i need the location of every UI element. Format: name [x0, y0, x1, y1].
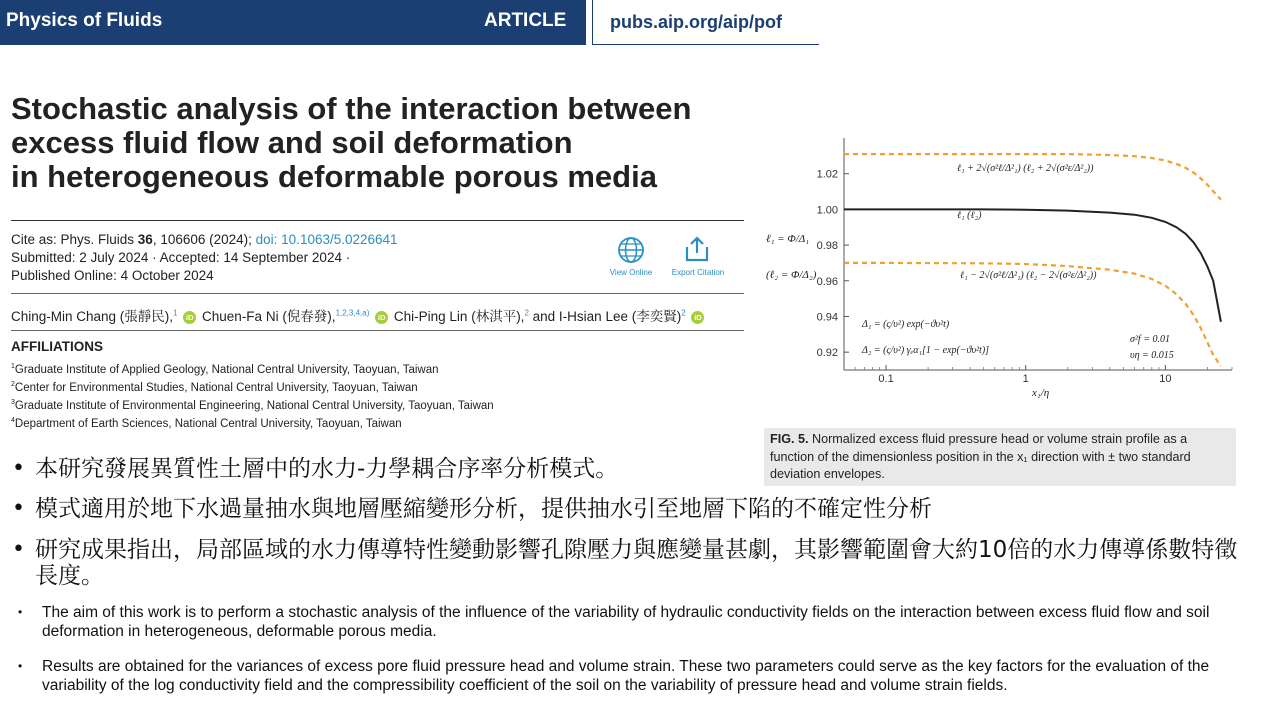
- citation-divider: [11, 293, 744, 294]
- affiliation-text: Center for Environmental Studies, National Central University, Taoyuan, Taiwan: [14, 381, 418, 394]
- bullet-dot: •: [12, 456, 25, 481]
- y-tick-label: 1.00: [816, 204, 838, 217]
- author-divider: [11, 330, 744, 331]
- y-tick-label: 0.92: [816, 347, 838, 360]
- title-divider: [11, 220, 744, 221]
- author-list: [11, 305, 706, 325]
- export-icon[interactable]: [684, 235, 710, 263]
- cite-rest: , 106606 (2024);: [152, 232, 256, 247]
- cite-prefix: Cite as: Phys. Fluids: [11, 232, 138, 247]
- author-affil-sup: 1: [173, 308, 178, 318]
- affiliation-text: Department of Earth Sciences, National Central University, Taoyuan, Taiwan: [14, 417, 402, 430]
- orcid-icon[interactable]: iD: [375, 311, 388, 324]
- y-tick-label: 0.98: [816, 240, 838, 253]
- cite-volume: 36: [137, 232, 153, 247]
- upper-envelope-label: ℓ₁ + 2√(σ²ℓ/Δ²₁) (ℓ₂ + 2√(σ²ε/Δ²₂)): [957, 163, 1094, 174]
- journal-name: Physics of Fluids: [6, 10, 163, 31]
- author-name[interactable]: Chi-Ping Lin (林淇平),: [393, 309, 525, 324]
- affiliation-number: 4: [11, 417, 15, 424]
- caption-label: FIG. 5.: [770, 432, 809, 446]
- orcid-icon[interactable]: iD: [691, 311, 704, 324]
- citation-line: [11, 231, 398, 249]
- y-axis-label-2: (ℓ₂ = Φ/Δ₂): [766, 269, 817, 281]
- author-name[interactable]: Chuen-Fa Ni (倪春發),: [202, 309, 336, 324]
- bullet-dot: •: [18, 659, 23, 673]
- figure-caption: [764, 428, 1236, 486]
- y-tick-label: 0.96: [816, 275, 838, 288]
- en-bullet-item: [18, 603, 1258, 643]
- published-line: Published Online: 4 October 2024: [11, 268, 214, 283]
- mean-curve: [844, 209, 1221, 321]
- submitted-line: Submitted: 2 July 2024 · Accepted: 14 September 2024 ·: [11, 250, 351, 265]
- affiliation-text: Graduate Institute of Applied Geology, National Central University, Taoyuan, Taiwan: [14, 363, 439, 376]
- upper-envelope-curve: [844, 154, 1221, 200]
- zh-bullet-item: [12, 496, 1262, 524]
- param-upsilon-eta: υη = 0.015: [1130, 350, 1174, 361]
- affiliations-heading: AFFILIATIONS: [11, 339, 103, 354]
- x-tick-label: 1: [1022, 373, 1029, 385]
- zh-bullet-text: 研究成果指出，局部區域的水力傳導特性變動影響孔隙壓力與應變量甚劇，其影響範圍會大約10倍的水力傳導係數特徵長度。: [35, 537, 1238, 589]
- bullet-dot: •: [12, 496, 25, 521]
- export-citation-link[interactable]: Export Citation: [671, 268, 725, 277]
- mean-curve-label: ℓ₁ (ℓ₂): [957, 210, 982, 221]
- author-affil-sup: 1,2,3,4,a): [335, 308, 370, 318]
- lower-envelope-label: ℓ₁ − 2√(σ²ℓ/Δ²₁) (ℓ₂ − 2√(σ²ε/Δ²₂)): [960, 270, 1097, 281]
- affiliation-item: [11, 417, 402, 430]
- view-online-link[interactable]: View Online: [609, 268, 653, 277]
- y-tick-label: 1.02: [816, 168, 838, 181]
- y-tick-label: 0.94: [816, 311, 838, 324]
- author-name[interactable]: and I-Hsian Lee (李奕賢): [532, 309, 682, 324]
- paper-title-line2: excess fluid flow and soil deformation: [11, 125, 573, 160]
- affiliation-item: [11, 399, 494, 412]
- affiliation-number: 1: [11, 363, 15, 370]
- affiliation-text: Graduate Institute of Environmental Engineering, National Central University, Taoyuan, Taiwan: [14, 399, 494, 412]
- strain-profile-chart: [762, 130, 1242, 420]
- y-axis-label-1: ℓ₁ = Φ/Δ₁: [766, 233, 810, 245]
- equation-delta2: Δ₂ = (ς/υ²) γₑα₁[1 − exp(−ϑυ²t)]: [862, 345, 990, 356]
- equation-delta1: Δ₁ = (ς/υ²) exp(−ϑυ²t): [862, 319, 950, 330]
- author-name[interactable]: Ching-Min Chang (張靜民),: [11, 309, 174, 324]
- author-affil-sup: 2: [524, 308, 529, 318]
- param-variance: σ²f = 0.01: [1130, 334, 1170, 345]
- article-label: ARTICLE: [484, 10, 567, 31]
- x-tick-label: 10: [1159, 373, 1172, 385]
- bullet-dot: •: [12, 537, 25, 562]
- bullet-dot: •: [18, 605, 23, 619]
- en-bullet-item: [18, 657, 1258, 717]
- affiliation-item: [11, 381, 418, 394]
- en-bullet-text: The aim of this work is to perform a stochastic analysis of the influence of the variability of hydraulic conductivity fields on the interaction between excess fluid flow and soil deformation in heterogeneous, deformable porous media.: [42, 604, 1210, 640]
- zh-bullet-text: 模式適用於地下水過量抽水與地層壓縮變形分析，提供抽水引至地層下陷的不確定性分析: [35, 496, 932, 522]
- affiliation-number: 2: [11, 381, 15, 388]
- caption-text: Normalized excess fluid pressure head or volume strain profile as a function of the dimensionless position in the x₁ direction with ± two standard deviation envelopes.: [770, 432, 1191, 481]
- orcid-icon[interactable]: iD: [183, 311, 196, 324]
- journal-url-link[interactable]: pubs.aip.org/aip/pof: [610, 12, 782, 32]
- zh-bullet-text: 本研究發展異質性土層中的水力-力學耦合序率分析模式。: [35, 456, 619, 482]
- x-tick-label: 0.1: [878, 373, 894, 385]
- paper-title-line1: Stochastic analysis of the interaction between: [11, 91, 692, 126]
- zh-bullet-item: [12, 456, 752, 484]
- doi-link[interactable]: doi: 10.1063/5.0226641: [255, 232, 398, 247]
- author-affil-sup: 2: [681, 308, 686, 318]
- globe-icon[interactable]: [616, 235, 646, 265]
- en-bullet-text: Results are obtained for the variances of excess pore fluid pressure head and volume strain. These two parameters could serve as the key factors for the evaluation of the variability of the log conductivity field and the compressibility coefficient of the soil on the variability of pressure head and volume strain fields.: [42, 658, 1210, 694]
- x-axis-label: x₁/η: [1032, 387, 1050, 399]
- zh-bullet-item: [12, 537, 1262, 591]
- affiliation-number: 3: [11, 399, 15, 406]
- paper-title-line3: in heterogeneous deformable porous media: [11, 159, 657, 194]
- paper-title: [11, 92, 731, 194]
- affiliation-item: [11, 363, 439, 376]
